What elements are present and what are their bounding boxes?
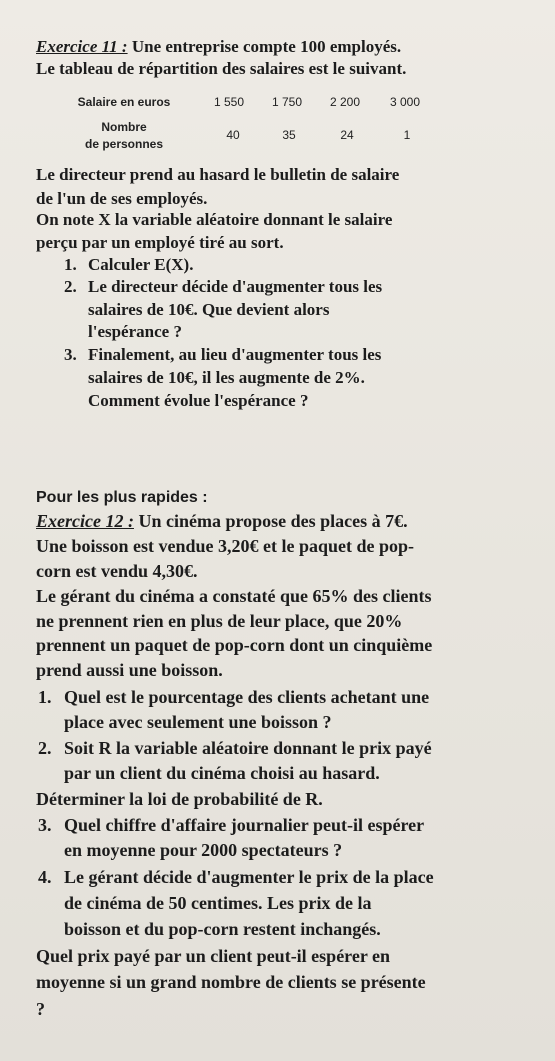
ex12-line-4: Le gérant du cinéma a constaté que 65% des clients (36, 586, 432, 606)
salary-table (0, 0, 555, 160)
table-cell-count: 35 (282, 128, 296, 142)
question-number: 2. (64, 277, 77, 296)
question-text: Soit R la variable aléatoire donnant le prix payé (64, 738, 432, 758)
ex12-intro-text: Un cinéma propose des places à 7€. (133, 511, 408, 531)
ex12-question-3 (38, 814, 424, 836)
ex11-question-2-line-3: l'espérance ? (88, 322, 182, 341)
ex12-question-4-line-4: Quel prix payé par un client peut-il espérer en (36, 946, 390, 966)
ex11-question-3-line-2: salaires de 10€, il les augmente de 2%. (88, 368, 365, 387)
table-cell-salary: 1 750 (271, 95, 303, 109)
ex12-question-4-line-5: moyenne si un grand nombre de clients se présente (36, 972, 426, 992)
question-text: Quel chiffre d'affaire journalier peut-il espérer (64, 815, 425, 835)
table-cell-count: 40 (226, 128, 240, 142)
ex12-question-4-line-2: de cinéma de 50 centimes. Les prix de la (64, 893, 372, 913)
question-number: 1. (38, 687, 52, 707)
ex12-question-1-line-2: place avec seulement une boisson ? (64, 712, 332, 732)
question-number: 3. (38, 815, 52, 835)
table-header-count-line1: Nombre (101, 120, 147, 134)
ex12-question-1 (38, 686, 429, 708)
question-number: 3. (64, 345, 77, 364)
table-cell-salary: 3 000 (389, 95, 421, 109)
table-cell-count: 1 (403, 128, 411, 142)
ex12-question-4-line-6: ? (36, 999, 45, 1019)
ex11-question-2 (64, 277, 382, 297)
ex11-question-3-line-3: Comment évolue l'espérance ? (88, 391, 309, 410)
ex12-question-2 (38, 737, 432, 759)
question-text: Quel est le pourcentage des clients achetant une (64, 687, 430, 707)
ex12-line-6: prennent un paquet de pop-corn dont un cinquième (36, 635, 433, 655)
question-number: 4. (38, 867, 52, 887)
question-number: 2. (38, 738, 52, 758)
ex12-question-2-line-2: par un client du cinéma choisi au hasard. (64, 763, 380, 783)
ex11-question-2-line-2: salaires de 10€. Que devient alors (88, 300, 330, 319)
ex11-intro-line-2: Le tableau de répartition des salaires est le suivant. (36, 59, 407, 78)
ex11-title: Exercice 11 : (36, 37, 128, 56)
table-cell-count: 24 (340, 128, 354, 142)
ex12-question-4 (38, 866, 434, 888)
ex11-text-line-3: On note X la variable aléatoire donnant le salaire (36, 210, 393, 229)
ex12-line-2: Une boisson est vendue 3,20€ et le paquet de pop- (36, 536, 415, 556)
ex11-question-1 (64, 255, 193, 275)
ex12-line-5: ne prennent rien en plus de leur place, que 20% (36, 611, 403, 631)
ex12-question-3-line-2: en moyenne pour 2000 spectateurs ? (64, 840, 343, 860)
ex12-question-4-line-3: boisson et du pop-corn restent inchangés. (64, 919, 381, 939)
table-cell-salary: 1 550 (213, 95, 245, 109)
ex12-line-1 (36, 510, 408, 532)
question-text: Finalement, au lieu d'augmenter tous les (88, 345, 382, 364)
ex11-text-line-4: perçu par un employé tiré au sort. (36, 233, 284, 252)
table-header-salary: Salaire en euros (77, 95, 171, 109)
ex11-text-line-1: Le directeur prend au hasard le bulletin de salaire (36, 165, 400, 184)
ex11-intro-text: Une entreprise compte 100 employés. (127, 37, 402, 56)
ex12-line-3: corn est vendu 4,30€. (36, 561, 198, 581)
ex12-title: Exercice 12 : (36, 511, 134, 531)
fast-heading: Pour les plus rapides : (36, 489, 208, 506)
table-cell-salary: 2 200 (329, 95, 361, 109)
question-number: 1. (64, 255, 77, 274)
ex12-line-7: prend aussi une boisson. (36, 660, 223, 680)
question-text: Le gérant décide d'augmenter le prix de la place (64, 867, 434, 887)
ex11-question-3 (64, 345, 381, 365)
question-text: Le directeur décide d'augmenter tous les (88, 277, 383, 296)
ex12-question-2-line-3: Déterminer la loi de probabilité de R. (36, 789, 323, 809)
table-header-count-line2: de personnes (84, 137, 164, 151)
ex11-text-line-2: de l'un de ses employés. (36, 189, 208, 208)
question-text: Calculer E(X). (88, 255, 194, 274)
